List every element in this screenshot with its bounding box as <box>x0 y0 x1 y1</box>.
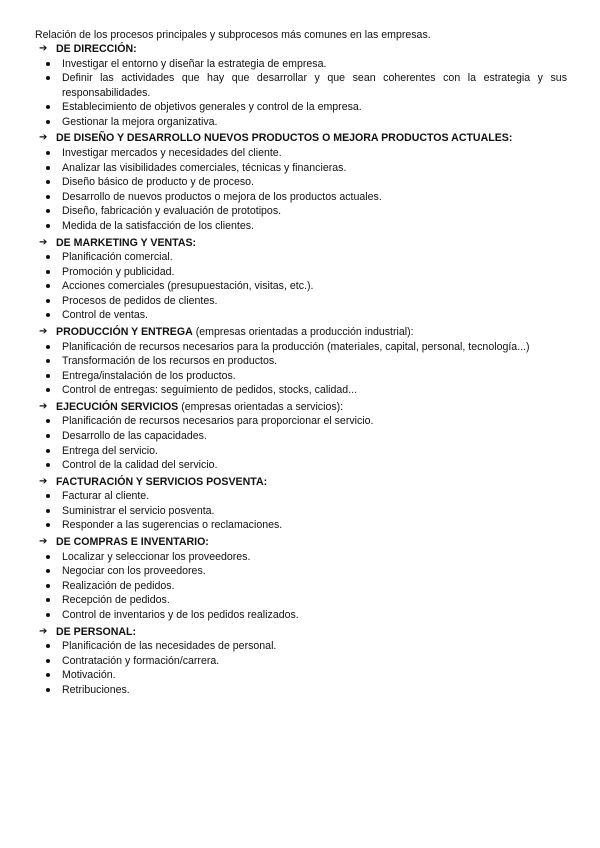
list-item <box>35 279 567 294</box>
arrow-right-icon: ➔ <box>39 475 48 487</box>
list-item-text: Planificación de las necesidades de personal. <box>62 640 277 652</box>
bullet-icon <box>46 388 50 392</box>
list-item-text: Realización de pedidos. <box>62 579 175 592</box>
list-item <box>35 564 567 579</box>
section-heading <box>35 400 567 415</box>
process-section <box>35 535 567 622</box>
bullet-icon <box>46 598 50 602</box>
bullet-icon <box>46 255 50 259</box>
list-item-text: Promoción y publicidad. <box>62 265 175 278</box>
section-items <box>35 489 567 533</box>
bullet-icon <box>46 209 50 213</box>
list-item-text: Recepción de pedidos. <box>62 594 170 607</box>
list-item-text: Motivación. <box>62 669 116 682</box>
list-item <box>35 265 567 280</box>
arrow-right-icon: ➔ <box>39 43 48 54</box>
arrow-right-icon: ➔ <box>39 625 48 637</box>
list-item <box>35 369 567 384</box>
bullet-icon <box>46 613 50 617</box>
list-item-text: Planificación de recursos necesarios para proporcionar el servicio. <box>62 415 374 428</box>
bullet-icon <box>46 284 50 288</box>
list-item-text: Facturar al cliente. <box>62 490 150 503</box>
arrow-right-icon: ➔ <box>39 400 48 412</box>
bullet-icon <box>46 180 50 184</box>
list-item <box>35 668 567 683</box>
list-item <box>35 639 567 654</box>
list-item-text: Desarrollo de las capacidades. <box>62 429 207 442</box>
bullet-icon <box>46 494 50 498</box>
bullet-icon <box>46 270 50 274</box>
list-item <box>35 458 567 473</box>
process-section <box>35 131 567 233</box>
list-item <box>35 100 567 115</box>
bullet-icon <box>46 313 50 317</box>
list-item-text: Analizar las visibilidades comerciales, técnicas y financieras. <box>62 161 347 174</box>
bullet-icon <box>46 359 50 363</box>
list-item <box>35 190 567 205</box>
section-items <box>35 414 567 472</box>
list-item-text: Contratación y formación/carrera. <box>62 654 220 667</box>
arrow-right-icon: ➔ <box>39 236 48 248</box>
list-item <box>35 579 567 594</box>
list-item-text: Transformación de los recursos en productos. <box>62 355 278 368</box>
bullet-icon <box>46 523 50 527</box>
list-item <box>35 518 567 533</box>
list-item <box>35 146 567 161</box>
bullet-icon <box>46 166 50 170</box>
section-items <box>35 146 567 234</box>
list-item <box>35 683 567 698</box>
section-title: PRODUCCIÓN Y ENTREGA <box>56 326 193 338</box>
section-title: DE DIRECCIÓN: <box>56 43 137 55</box>
list-item-text: Acciones comerciales (presupuestación, visitas, etc.). <box>62 280 314 293</box>
section-title: DE DISEÑO Y DESARROLLO NUEVOS PRODUCTOS O MEJORA PRODUCTOS ACTUALES: <box>56 132 513 145</box>
bullet-icon <box>46 584 50 588</box>
section-items <box>35 57 567 130</box>
section-note: (empresas orientadas a servicios): <box>178 400 344 413</box>
list-item-text: Planificación comercial. <box>62 251 173 264</box>
list-item <box>35 308 567 323</box>
list-item-text: Establecimiento de objetivos generales y control de la empresa. <box>62 101 362 114</box>
bullet-icon <box>46 463 50 467</box>
bullet-icon <box>46 62 50 66</box>
section-heading <box>35 236 567 251</box>
list-item <box>35 161 567 176</box>
list-item <box>35 340 567 355</box>
bullet-icon <box>46 688 50 692</box>
process-section <box>35 42 567 129</box>
list-item <box>35 383 567 398</box>
list-item <box>35 354 567 369</box>
bullet-icon <box>46 120 50 124</box>
list-item <box>35 175 567 190</box>
process-section <box>35 325 567 398</box>
bullet-icon <box>46 224 50 228</box>
section-title: DE MARKETING Y VENTAS: <box>56 236 197 249</box>
process-section <box>35 475 567 533</box>
section-items <box>35 340 567 398</box>
bullet-icon <box>46 151 50 155</box>
section-heading <box>35 475 567 490</box>
list-item-text: Desarrollo de nuevos productos o mejora de los productos actuales. <box>62 190 382 203</box>
list-item-text: Investigar mercados y necesidades del cliente. <box>62 146 282 159</box>
bullet-icon <box>46 569 50 573</box>
list-item <box>35 444 567 459</box>
bullet-icon <box>46 644 50 648</box>
list-item <box>35 429 567 444</box>
list-item <box>35 593 567 608</box>
process-section <box>35 400 567 473</box>
section-heading <box>35 625 567 640</box>
list-item <box>35 654 567 669</box>
list-item <box>35 294 567 309</box>
bullet-icon <box>46 509 50 513</box>
list-item <box>35 489 567 504</box>
list-item-text: Control de inventarios y de los pedidos realizados. <box>62 608 299 621</box>
list-item-text: Control de la calidad del servicio. <box>62 459 218 472</box>
list-item <box>35 57 567 72</box>
list-item <box>35 204 567 219</box>
section-title: FACTURACIÓN Y SERVICIOS POSVENTA: <box>56 475 268 488</box>
list-item-text: Entrega/instalación de los productos. <box>62 369 236 382</box>
list-item <box>35 219 567 234</box>
list-item-text: Retribuciones. <box>62 683 130 696</box>
process-section <box>35 625 567 698</box>
section-items <box>35 550 567 623</box>
bullet-icon <box>46 673 50 677</box>
arrow-right-icon: ➔ <box>39 326 48 337</box>
list-item <box>35 250 567 265</box>
section-title: DE COMPRAS E INVENTARIO: <box>56 536 209 549</box>
bullet-icon <box>46 195 50 199</box>
list-item <box>35 504 567 519</box>
list-item <box>35 414 567 429</box>
bullet-icon <box>46 434 50 438</box>
list-item-text: Medida de la satisfacción de los clientes. <box>62 219 254 232</box>
bullet-icon <box>46 374 50 378</box>
list-item <box>35 608 567 623</box>
section-items <box>35 250 567 323</box>
list-item <box>35 71 567 100</box>
arrow-right-icon: ➔ <box>39 132 48 144</box>
section-heading <box>35 535 567 550</box>
list-item-text: Control de ventas. <box>62 309 148 322</box>
section-note: (empresas orientadas a producción industrial): <box>192 326 414 338</box>
section-title: EJECUCIÓN SERVICIOS <box>56 400 179 413</box>
section-title: DE PERSONAL: <box>56 625 137 638</box>
bullet-icon <box>46 449 50 453</box>
section-items <box>35 639 567 697</box>
section-heading <box>35 131 567 146</box>
list-item <box>35 550 567 565</box>
bullet-icon <box>46 419 50 423</box>
list-item-text: Definir las actividades que hay que desarrollar y que sean coherentes con la estrategia y sus responsabilidades. <box>62 72 567 99</box>
list-item-text: Gestionar la mejora organizativa. <box>62 115 218 128</box>
section-heading <box>35 325 567 340</box>
bullet-icon <box>46 345 50 349</box>
section-heading <box>35 42 567 57</box>
list-item-text: Responder a las sugerencias o reclamaciones. <box>62 519 283 532</box>
bullet-icon <box>46 76 50 80</box>
list-item-text: Entrega del servicio. <box>62 444 158 457</box>
list-item-text: Negociar con los proveedores. <box>62 565 206 578</box>
list-item-text: Control de entregas: seguimiento de pedidos, stocks, calidad... <box>62 384 358 397</box>
process-section <box>35 236 567 323</box>
intro-text: Relación de los procesos principales y subprocesos más comunes en las empresas. <box>35 29 431 41</box>
list-item-text: Planificación de recursos necesarios para la producción (materiales, capital, personal, tecnología...) <box>62 340 530 353</box>
process-list <box>35 42 567 699</box>
bullet-icon <box>46 299 50 303</box>
list-item-text: Diseño, fabricación y evaluación de prototipos. <box>62 205 282 218</box>
list-item <box>35 115 567 130</box>
arrow-right-icon: ➔ <box>39 536 48 548</box>
list-item-text: Procesos de pedidos de clientes. <box>62 294 218 307</box>
bullet-icon <box>46 555 50 559</box>
list-item-text: Suministrar el servicio posventa. <box>62 504 215 517</box>
list-item-text: Diseño básico de producto y de proceso. <box>62 176 254 189</box>
bullet-icon <box>46 659 50 663</box>
bullet-icon <box>46 105 50 109</box>
list-item-text: Investigar el entorno y diseñar la estrategia de empresa. <box>62 57 327 70</box>
list-item-text: Localizar y seleccionar los proveedores. <box>62 550 251 563</box>
